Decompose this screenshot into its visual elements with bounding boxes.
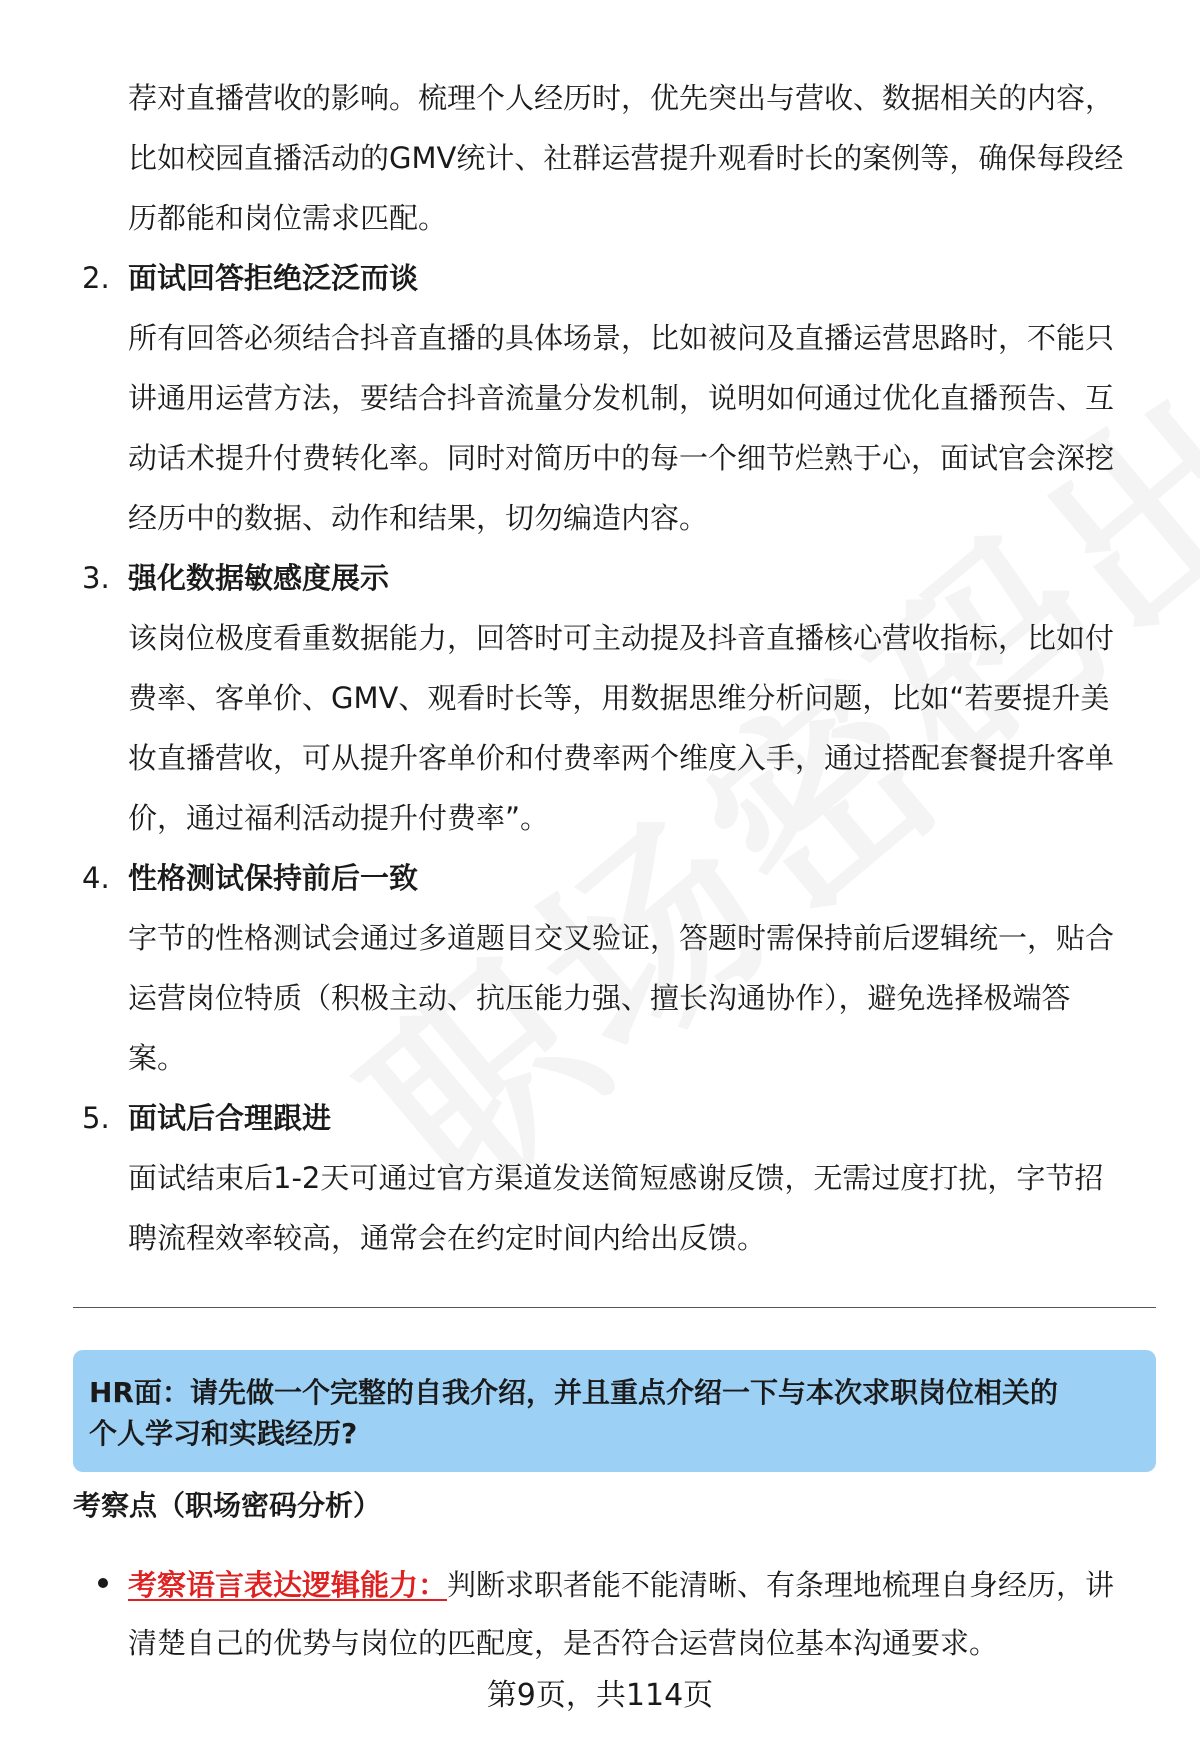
tip-heading	[82, 248, 1162, 308]
intro-line: 比如校园直播活动的GMV统计、社群运营提升观看时长的案例等，确保每段经	[128, 141, 1124, 175]
tip-item-4	[82, 848, 1162, 1088]
tip-heading	[82, 548, 1162, 608]
question-line: 个人学习和实践经历?	[89, 1417, 358, 1450]
question-box	[73, 1350, 1156, 1472]
bullet-text: 判断求职者能不能清晰、有条理地梳理自身经历，讲	[447, 1568, 1115, 1602]
tip-line: 动话术提升付费转化率。同时对简历中的每一个细节烂熟于心，面试官会深挖	[128, 441, 1115, 475]
tip-body	[128, 908, 1162, 1088]
section-title: 考察点（职场密码分析）	[73, 1489, 382, 1522]
bullet-dot-icon	[98, 1578, 108, 1588]
tip-line: 该岗位极度看重数据能力，回答时可主动提及抖音直播核心营收指标，比如付	[128, 621, 1115, 655]
question-line: HR面：请先做一个完整的自我介绍，并且重点介绍一下与本次求职岗位相关的	[89, 1376, 1058, 1409]
tip-title: 性格测试保持前后一致	[128, 861, 419, 895]
tip-line: 案。	[128, 1041, 187, 1075]
tip-line: 妆直播营收，可从提升客单价和付费率两个维度入手，通过搭配套餐提升客单	[128, 741, 1115, 775]
tips-list	[82, 68, 1162, 1268]
tip-line: 价，通过福利活动提升付费率”。	[128, 801, 550, 835]
intro-line: 历都能和岗位需求匹配。	[128, 201, 448, 235]
intro-paragraph	[128, 68, 1162, 248]
tip-number: 2.	[82, 261, 110, 295]
bullet-item	[98, 1556, 1158, 1672]
tip-item-3	[82, 548, 1162, 848]
tip-title: 面试后合理跟进	[128, 1101, 332, 1135]
tip-heading	[82, 1088, 1162, 1148]
tip-line: 面试结束后1-2天可通过官方渠道发送简短感谢反馈，无需过度打扰，字节招	[128, 1161, 1104, 1195]
tip-body	[128, 308, 1162, 548]
tip-line: 聘流程效率较高，通常会在约定时间内给出反馈。	[128, 1221, 767, 1255]
tip-number: 5.	[82, 1101, 110, 1135]
intro-line: 荐对直播营收的影响。梳理个人经历时，优先突出与营收、数据相关的内容，	[128, 81, 1115, 115]
tip-title: 强化数据敏感度展示	[128, 561, 390, 595]
tip-heading	[82, 848, 1162, 908]
tip-title: 面试回答拒绝泛泛而谈	[128, 261, 419, 295]
tip-line: 讲通用运营方法，要结合抖音流量分发机制，说明如何通过优化直播预告、互	[128, 381, 1115, 415]
tip-line: 费率、客单价、GMV、观看时长等，用数据思维分析问题，比如“若要提升美	[128, 681, 1110, 715]
section-divider	[73, 1307, 1156, 1308]
tip-number: 4.	[82, 861, 110, 895]
tip-number: 3.	[82, 561, 110, 595]
tip-body	[128, 1148, 1162, 1268]
bullet-continuation: 清楚自己的优势与岗位的匹配度，是否符合运营岗位基本沟通要求。	[128, 1626, 999, 1660]
tip-item-5	[82, 1088, 1162, 1268]
tip-line: 所有回答必须结合抖音直播的具体场景，比如被问及直播运营思路时，不能只	[128, 321, 1115, 355]
tip-line: 经历中的数据、动作和结果，切勿编造内容。	[128, 501, 709, 535]
tip-body	[128, 608, 1162, 848]
tip-line: 字节的性格测试会通过多道题目交叉验证，答题时需保持前后逻辑统一，贴合	[128, 921, 1115, 955]
bullet-key-phrase: 考察语言表达逻辑能力：	[128, 1568, 448, 1602]
bullet-first-line	[98, 1556, 1158, 1614]
page-number: 第9页，共114页	[486, 1678, 714, 1713]
tip-item-2	[82, 248, 1162, 548]
tip-line: 运营岗位特质（积极主动、抗压能力强、擅长沟通协作），避免选择极端答	[128, 981, 1071, 1015]
